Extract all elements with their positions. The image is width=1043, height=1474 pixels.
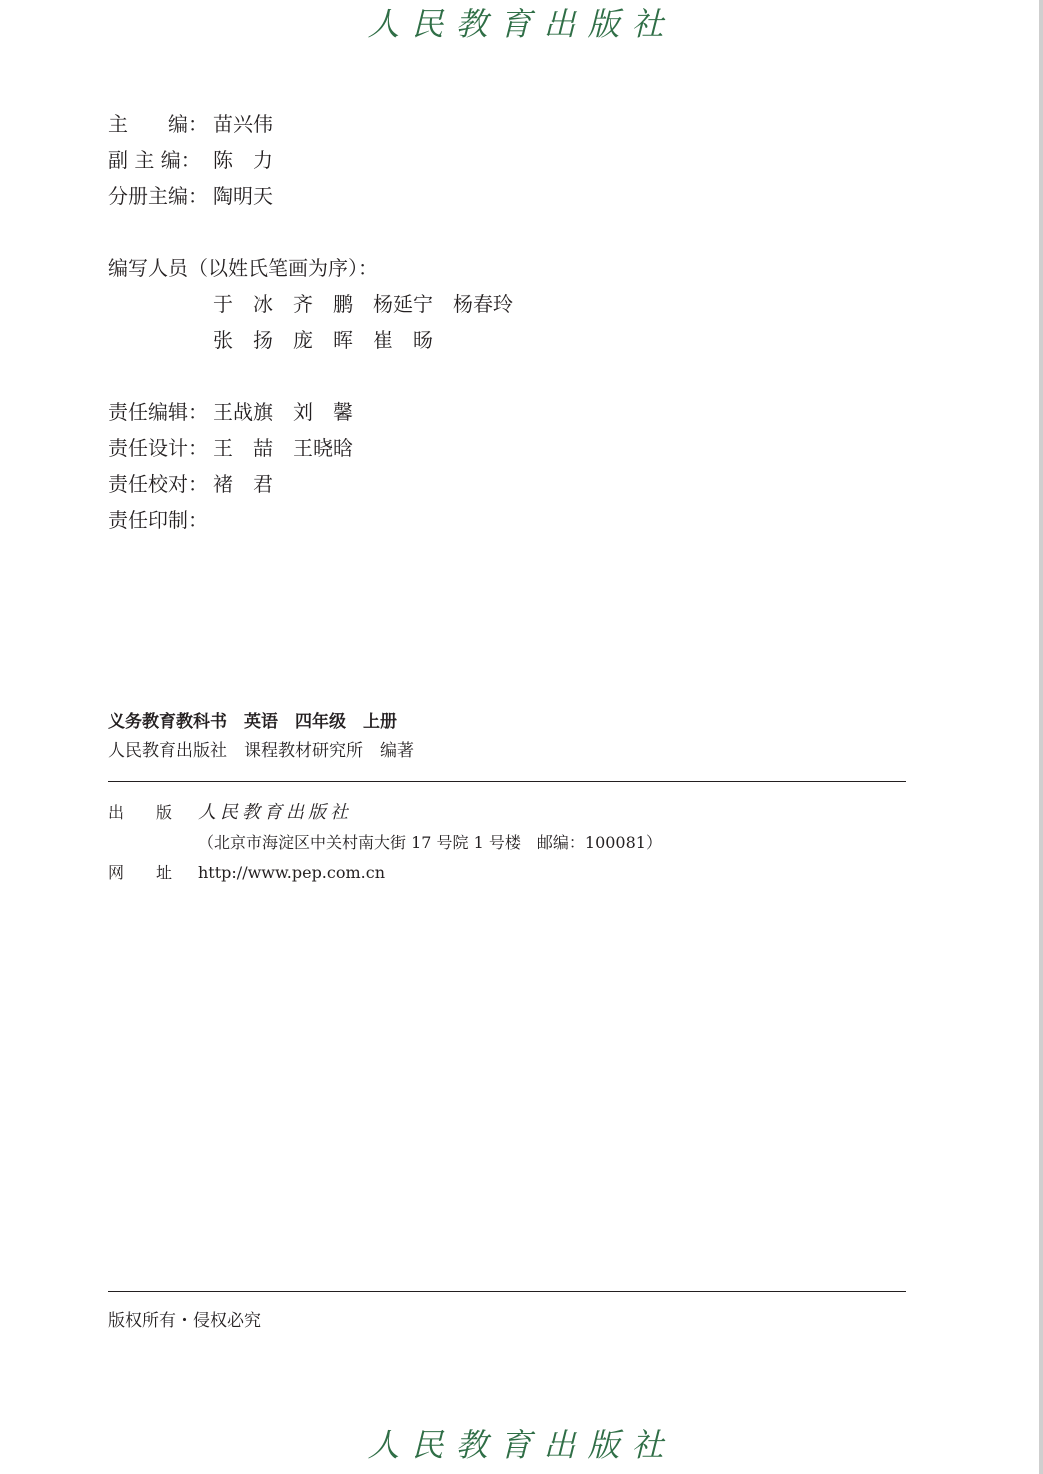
editor-row <box>108 106 513 142</box>
publisher-name-logo: 人民教育出版社 <box>198 802 352 823</box>
volume-editor-row <box>108 178 513 214</box>
responsible-design-label: 责任设计： <box>108 436 208 460</box>
deputy-editor-label: 副 主 编： <box>108 148 201 172</box>
responsible-proofread-names: 褚 君 <box>213 472 273 496</box>
volume-editor-name: 陶明天 <box>213 184 273 208</box>
divider-bottom <box>108 1291 906 1292</box>
writers-line-1: 于 冰 齐 鹏 杨延宁 杨春玲 <box>213 292 513 316</box>
responsible-proofread-row <box>108 466 513 502</box>
writers-label: 编写人员（以姓氏笔画为序）： <box>108 256 378 280</box>
editor-label: 主 编： <box>108 112 208 136</box>
page-edge <box>1039 0 1043 1474</box>
responsible-design-row <box>108 430 513 466</box>
website-url[interactable]: http://www.pep.com.cn <box>198 863 386 882</box>
responsible-proofread-label: 责任校对： <box>108 472 208 496</box>
book-author: 人民教育出版社 课程教材研究所 编著 <box>108 741 414 761</box>
deputy-editor-name: 陈 力 <box>213 148 273 172</box>
credits-block <box>108 106 513 538</box>
publisher-info <box>108 798 662 888</box>
publisher-logo-footer: 人民教育出版社 <box>367 1426 676 1464</box>
publisher-address: （北京市海淀区中关村南大街 17 号院 1 号楼 邮编：100081） <box>198 833 662 852</box>
responsible-printing-label: 责任印制： <box>108 508 208 532</box>
divider-top <box>108 781 906 782</box>
responsible-editor-row <box>108 394 513 430</box>
publisher-logo-header: 人民教育出版社 <box>367 5 676 43</box>
responsible-editor-label: 责任编辑： <box>108 400 208 424</box>
website-label: 网 址 <box>108 863 173 882</box>
publisher-label: 出 版 <box>108 803 173 822</box>
book-info <box>108 708 414 766</box>
writers-line-2: 张 扬 庞 晖 崔 旸 <box>213 328 433 352</box>
publisher-row <box>108 798 662 828</box>
responsible-printing-row <box>108 502 513 538</box>
website-row <box>108 858 662 888</box>
deputy-editor-row <box>108 142 513 178</box>
responsible-editor-names: 王战旗 刘 馨 <box>213 400 353 424</box>
responsible-design-names: 王 喆 王晓晗 <box>213 436 353 460</box>
editor-name: 苗兴伟 <box>213 112 273 136</box>
copyright-notice: 版权所有・侵权必究 <box>108 1311 261 1331</box>
volume-editor-label: 分册主编： <box>108 184 208 208</box>
book-title: 义务教育教科书 英语 四年级 上册 <box>108 712 397 732</box>
